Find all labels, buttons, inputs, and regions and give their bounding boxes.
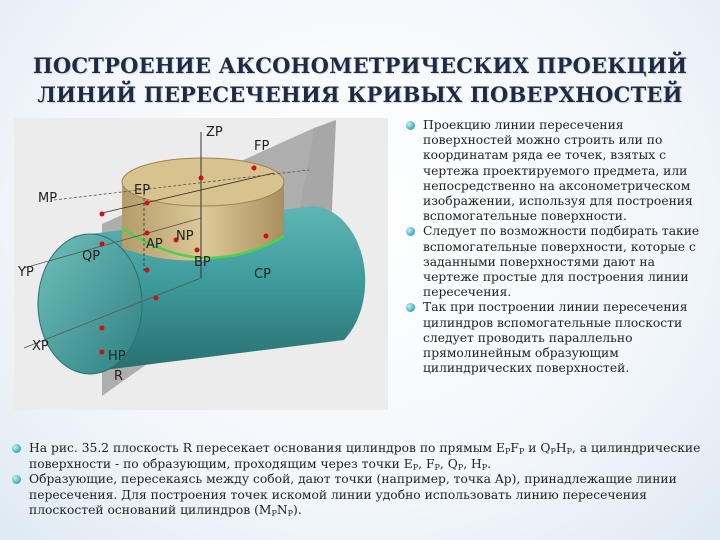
label-ep: EP	[134, 183, 151, 198]
label-fp: FP	[254, 139, 270, 154]
slide-title-line-2: ЛИНИЙ ПЕРЕСЕЧЕНИЯ КРИВЫХ ПОВЕРХНОСТЕЙ	[37, 82, 683, 107]
label-bp: BP	[194, 255, 211, 270]
label-hp: HP	[108, 349, 126, 364]
bottom-bullet-1	[10, 441, 714, 472]
bottom-paragraphs	[10, 441, 714, 519]
bullet-icon	[406, 303, 415, 312]
bullet-item	[404, 224, 712, 300]
bullet-icon	[406, 121, 415, 130]
slide-title-line-1: ПОСТРОЕНИЕ АКСОНОМЕТРИЧЕСКИХ ПРОЕКЦИЙ	[32, 53, 688, 78]
label-np: NP	[176, 229, 194, 244]
bottom-text-2: Образующие, пересекаясь между собой, дают точки (например, точка Ap), принадлежащие линии пересечения. Для построения точек искомой линии удобно использовать линию пересечения плоскостей оснований цилиндров $(M_PN_P)$.	[29, 472, 677, 518]
bullet-icon	[406, 227, 415, 236]
bullet-item	[404, 118, 712, 224]
axonometric-figure	[14, 118, 388, 410]
label-zp: ZP	[206, 125, 223, 140]
label-xp: XP	[32, 339, 49, 354]
label-mp: MP	[38, 191, 58, 206]
bottom-text-1: На рис. 35.2 плоскость R пересекает основания цилиндров по прямым $E_PF_P$ и $Q_PH_P$, а цилиндрические поверхности - по образующим, проходящим через точки $E_P$, $F_P$, $Q_P$, $H_P$.	[29, 441, 701, 472]
label-yp: YP	[18, 265, 34, 280]
label-ap: AP	[146, 237, 163, 252]
vertical-cylinder-top	[122, 158, 284, 206]
bullet-text: Так при построении линии пересечения цилиндров вспомогательные плоскости следует проводить параллельно прямолинейным образующим цилиндрических поверхностей.	[423, 300, 688, 376]
label-r: R	[114, 369, 124, 384]
bullet-list	[404, 118, 712, 376]
bullet-icon	[12, 444, 21, 453]
label-cp: CP	[254, 267, 271, 282]
bullet-item	[404, 300, 712, 376]
bullet-text: Следует по возможности подбирать такие вспомогательные поверхности, которые с заданными поверхностями дают на чертеже простые для построения линии пересечения.	[423, 224, 700, 300]
bottom-bullet-2	[10, 472, 714, 519]
bullet-icon	[12, 475, 21, 484]
label-qp: QP	[82, 249, 101, 264]
figure-drawing	[14, 118, 388, 410]
bullet-text: Проекцию линии пересечения поверхностей можно строить или по координатам ряда ее точек, взятых с чертежа проектируемого предмета, или непосредственно на аксонометрическом изображении, используя для построения вспомогательные поверхности.	[423, 118, 693, 224]
